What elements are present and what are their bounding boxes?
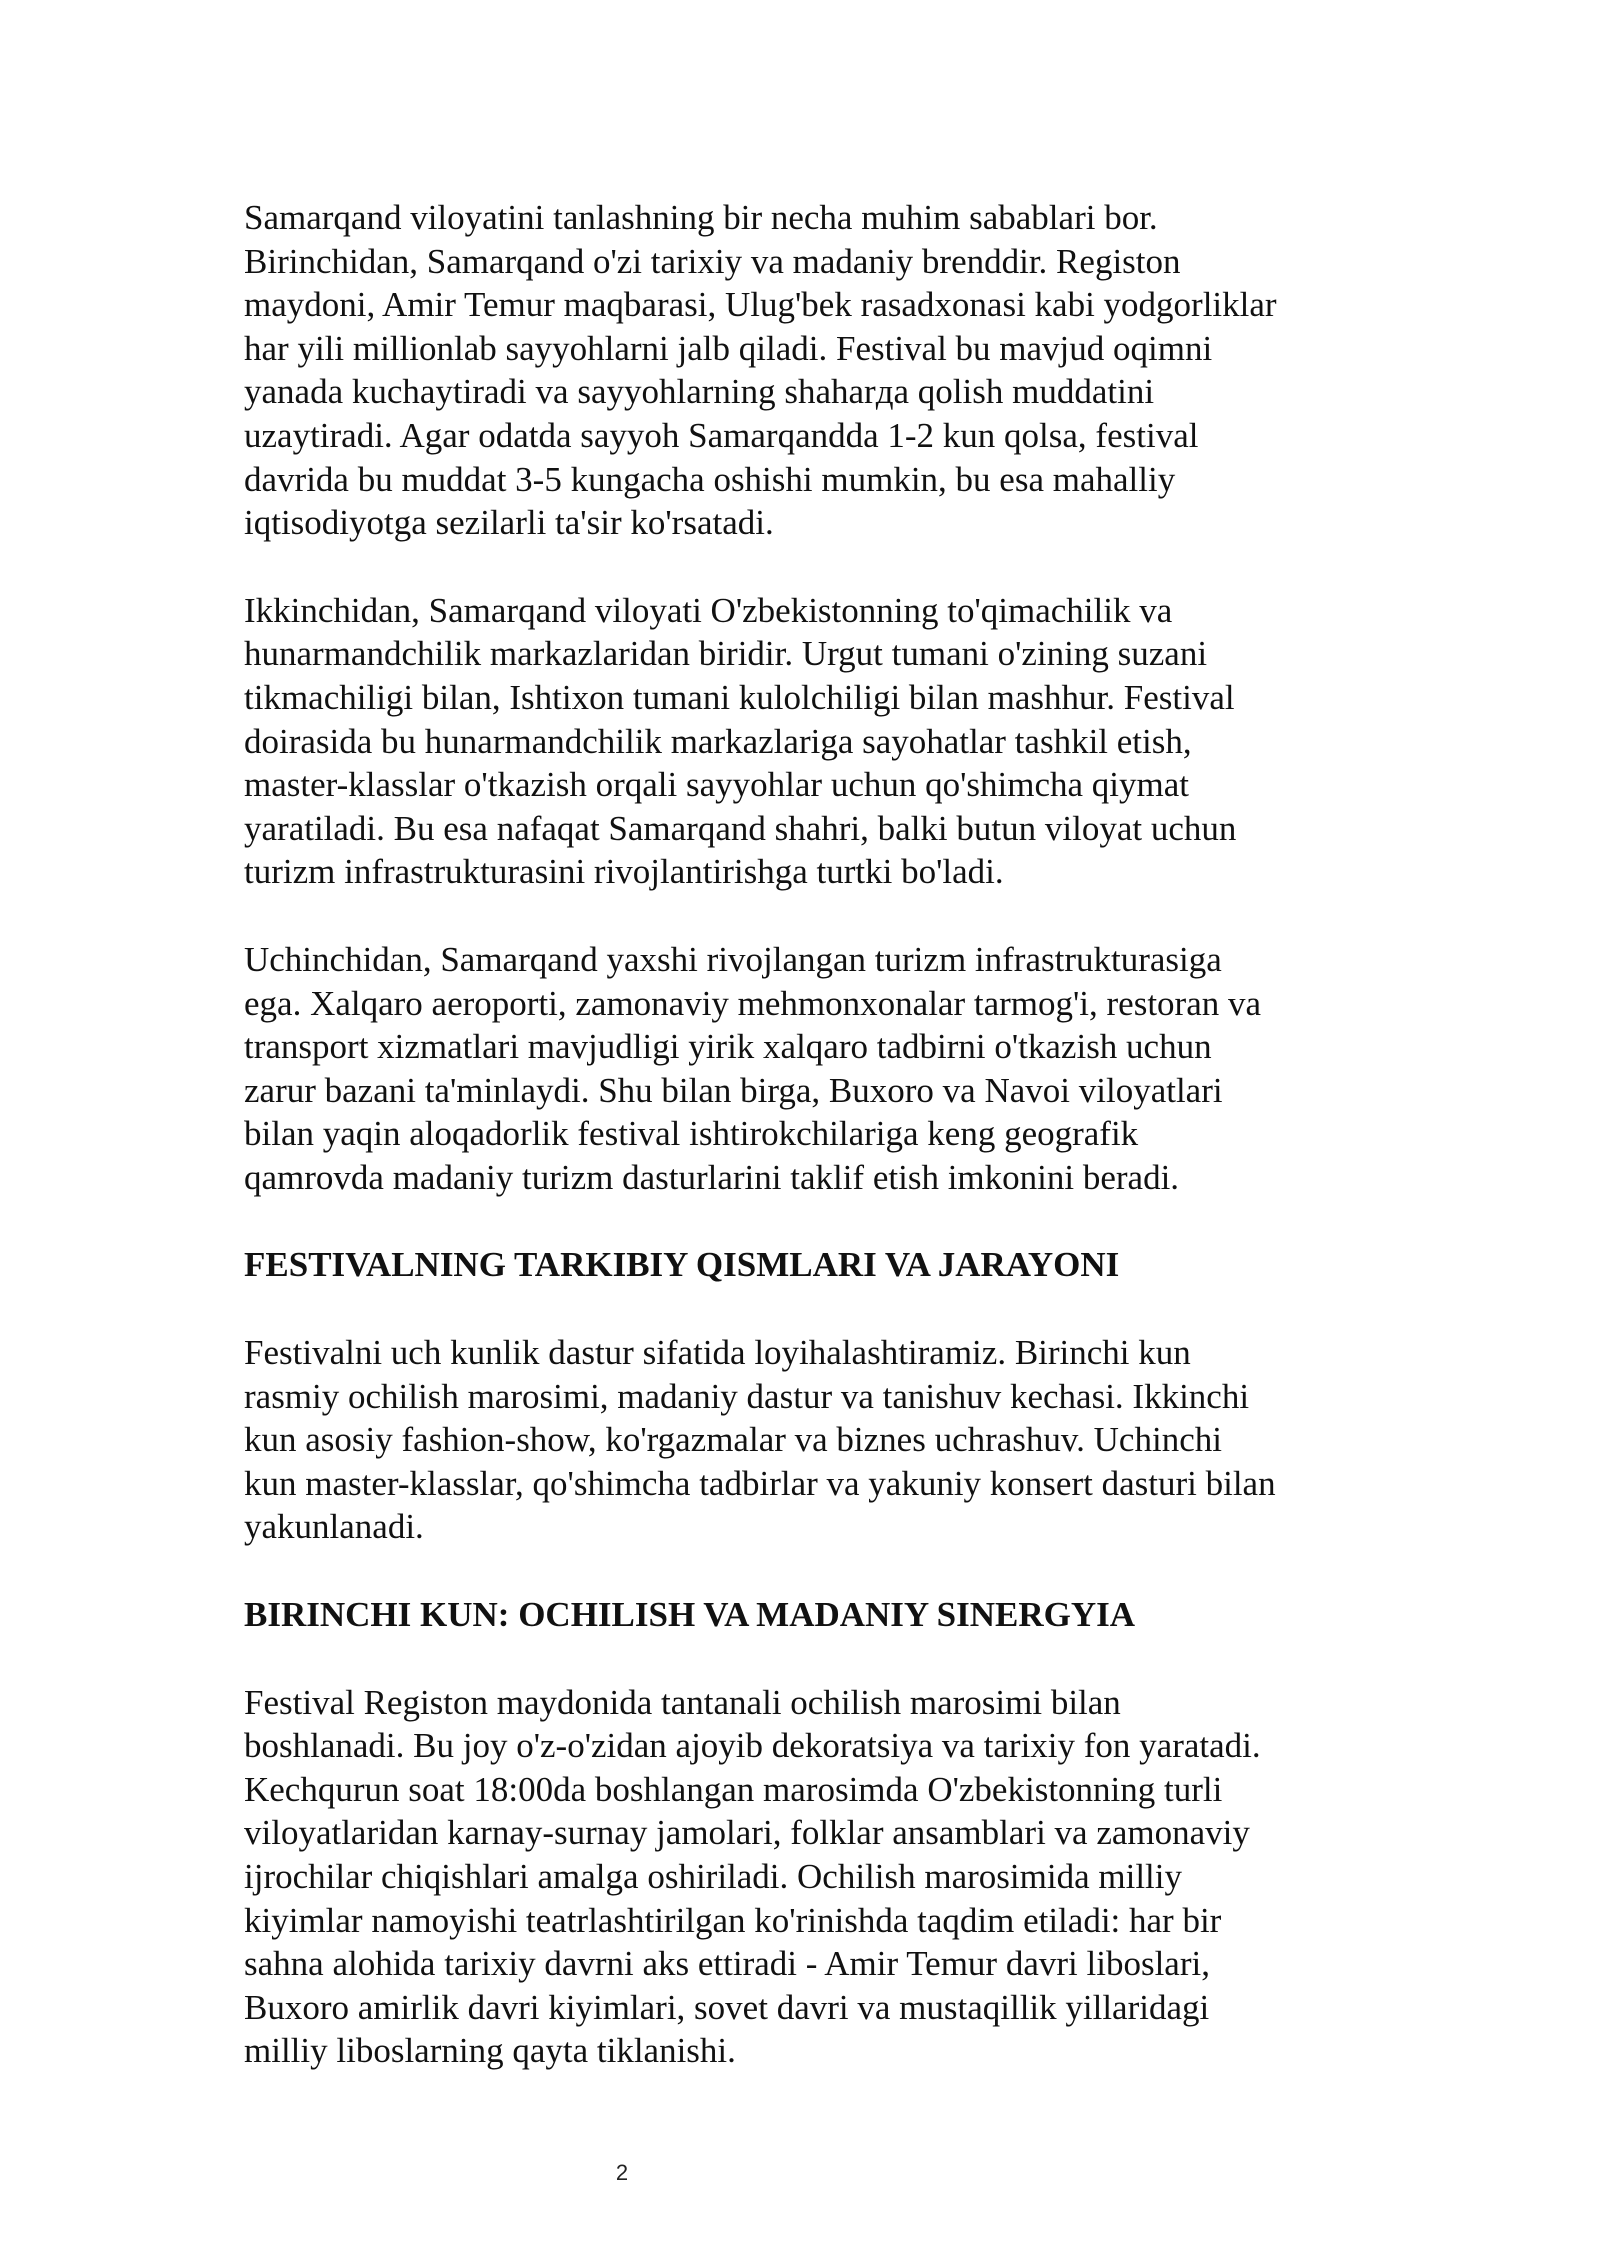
text-line: iqtisodiyotga sezilarli ta'sir ko'rsatadi.: [244, 503, 774, 543]
text-line: tikmachiligi bilan, Ishtixon tumani kulolchiligi bilan mashhur. Festival: [244, 677, 1235, 717]
text-line: zarur bazani ta'minlaydi. Shu bilan birga, Buxoro va Navoi viloyatlari: [244, 1070, 1223, 1110]
text-line: qamrovda madaniy turizm dasturlarini taklif etish imkonini beradi.: [244, 1157, 1180, 1197]
text-line: davrida bu muddat 3-5 kungacha oshishi mumkin, bu esa mahalliy: [244, 459, 1176, 499]
text-line: milliy liboslarning qayta tiklanishi.: [244, 2031, 736, 2071]
text-line: turizm infrastrukturasini rivojlantirishga turtki bo'ladi.: [244, 852, 1004, 892]
text-line: boshlanadi. Bu joy o'z-o'zidan ajoyib dekoratsiya va tarixiy fon yaratadi.: [244, 1726, 1261, 1766]
text-line: kun asosiy fashion-show, ko'rgazmalar va biznes uchrashuv. Uchinchi: [244, 1420, 1222, 1460]
text-line: Festival Registon maydonida tantanali ochilish marosimi bilan: [244, 1682, 1121, 1722]
text-line: har yili millionlab sayyohlarni jalb qiladi. Festival bu mavjud oqimni: [244, 328, 1213, 368]
text-line: uzaytiradi. Agar odatda sayyoh Samarqandda 1-2 kun qolsa, festival: [244, 415, 1199, 455]
text-line: yakunlanadi.: [244, 1507, 424, 1547]
text-line: bilan yaqin aloqadorlik festival ishtirokchilariga keng geografik: [244, 1114, 1139, 1154]
text-line: Festivalni uch kunlik dastur sifatida loyihalashtiramiz. Birinchi kun: [244, 1333, 1191, 1373]
section-heading: BIRINCHI KUN: OCHILISH VA MADANIY SINERGYIA: [244, 1595, 1136, 1635]
text-line: rasmiy ochilish marosimi, madaniy dastur va tanishuv kechasi. Ikkinchi: [244, 1376, 1250, 1416]
text-line: Samarqand viloyatini tanlashning bir necha muhim sabablari bor.: [244, 198, 1158, 237]
text-line: viloyatlaridan karnay-surnay jamolari, folklar ansamblari va zamonaviy: [244, 1813, 1250, 1853]
text-line: transport xizmatlari mavjudligi yirik xalqaro tadbirni o'tkazish uchun: [244, 1027, 1212, 1067]
text-line: Kechqurun soat 18:00da boshlangan marosimda O'zbekistonning turli: [244, 1769, 1223, 1809]
section-heading: FESTIVALNING TARKIBIY QISMLARI VA JARAYONI: [244, 1245, 1120, 1285]
text-line: sahna alohida tarixiy davrni aks ettiradi - Amir Temur davri liboslari,: [244, 1944, 1210, 1984]
text-line: yaratiladi. Bu esa nafaqat Samarqand shahri, balki butun viloyat uchun: [244, 808, 1237, 848]
text-line: kiyimlar namoyishi teatrlashtirilgan ko'rinishda taqdim etiladi: har bir: [244, 1900, 1222, 1940]
text-line: Uchinchidan, Samarqand yaxshi rivojlangan turizm infrastrukturasiga: [244, 939, 1222, 979]
text-line: ijrochilar chiqishlari amalga oshiriladi. Ochilish marosimida milliy: [244, 1857, 1182, 1896]
text-line: doirasida bu hunarmandchilik markazlariga sayohatlar tashkil etish,: [244, 721, 1192, 761]
text-line: Buxoro amirlik davri kiyimlari, sovet davri va mustaqillik yillaridagi: [244, 1987, 1210, 2027]
text-line: Ikkinchidan, Samarqand viloyati O'zbekistonning to'qimachilik va: [244, 590, 1173, 630]
text-line: ega. Xalqaro aeroporti, zamonaviy mehmonxonalar tarmog'i, restoran va: [244, 983, 1262, 1023]
paragraph-samarqand-reasons: [244, 196, 1384, 545]
paragraph-third-reason: [244, 938, 1384, 1200]
page-number: 2: [615, 2160, 629, 2185]
text-line: yanada kuchaytiradi va sayyohlarning shaharда qolish muddatini: [244, 372, 1155, 412]
text-line: hunarmandchilik markazlaridan biridir. Urgut tumani o'zining suzani: [244, 634, 1208, 674]
text-line: master-klasslar o'tkazish orqali sayyohlar uchun qo'shimcha qiymat: [244, 765, 1189, 805]
text-line: Birinchidan, Samarqand o'zi tarixiy va madaniy brenddir. Registon: [244, 241, 1181, 281]
paragraph-festival-program: [244, 1331, 1384, 1549]
paragraph-opening-ceremony: [244, 1681, 1384, 2073]
text-line: kun master-klasslar, qo'shimcha tadbirlar va yakuniy konsert dasturi bilan: [244, 1463, 1276, 1503]
document-page: [244, 196, 1384, 2073]
paragraph-second-reason: [244, 589, 1384, 894]
text-line: maydoni, Amir Temur maqbarasi, Ulug'bek rasadxonasi kabi yodgorliklar: [244, 285, 1277, 325]
